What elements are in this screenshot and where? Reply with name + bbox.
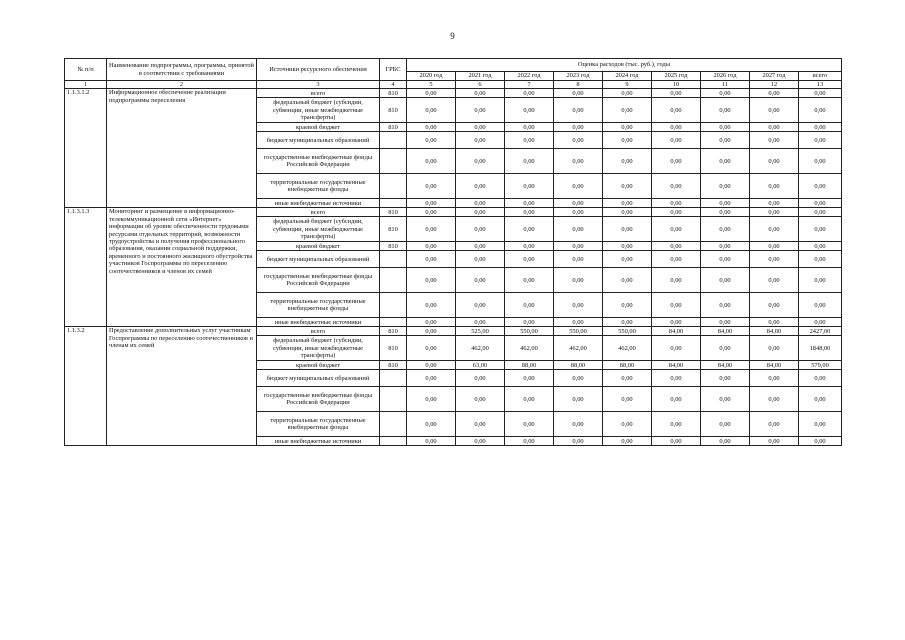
year-value: 0,00 <box>603 268 652 293</box>
item-number: 1.1.3.1.3 <box>65 208 107 327</box>
year-value: 0,00 <box>456 412 505 437</box>
year-value: 0,00 <box>603 437 652 446</box>
year-value: 550,00 <box>505 327 554 336</box>
year-value: 0,00 <box>750 318 799 327</box>
funding-source: территориальные государственные внебюджетные фонды <box>257 174 380 199</box>
year-value: 0,00 <box>456 208 505 217</box>
year-value: 0,00 <box>603 370 652 387</box>
year-value: 0,00 <box>407 217 456 242</box>
year-value: 0,00 <box>505 293 554 318</box>
total-value: 2427,00 <box>799 327 842 336</box>
year-value: 0,00 <box>603 98 652 123</box>
year-value: 0,00 <box>603 242 652 251</box>
year-value: 0,00 <box>750 268 799 293</box>
year-value: 0,00 <box>407 318 456 327</box>
year-value: 0,00 <box>652 89 701 98</box>
header-grbs: ГРБС <box>380 59 407 81</box>
year-value: 0,00 <box>750 98 799 123</box>
year-value: 0,00 <box>603 251 652 268</box>
year-value: 0,00 <box>750 293 799 318</box>
year-value: 0,00 <box>750 132 799 149</box>
year-value: 0,00 <box>652 251 701 268</box>
funding-source: бюджет муниципальных образований <box>257 251 380 268</box>
total-value: 0,00 <box>799 251 842 268</box>
year-value: 462,00 <box>505 336 554 361</box>
year-value: 0,00 <box>603 318 652 327</box>
header-name: Наименование подпрограммы, программы, принятой в соответствии с требованиями <box>107 59 257 81</box>
year-value: 0,00 <box>652 217 701 242</box>
year-value: 0,00 <box>750 199 799 208</box>
funding-source: всего <box>257 208 380 217</box>
year-value: 0,00 <box>407 370 456 387</box>
year-value: 0,00 <box>407 98 456 123</box>
header-year: 2026 год <box>701 72 750 81</box>
year-value: 0,00 <box>554 149 603 174</box>
year-value: 0,00 <box>554 242 603 251</box>
year-value: 0,00 <box>652 174 701 199</box>
index-cell: 3 <box>257 81 380 89</box>
year-value: 0,00 <box>652 199 701 208</box>
funding-source: территориальные государственные внебюджетные фонды <box>257 412 380 437</box>
year-value: 0,00 <box>652 98 701 123</box>
year-value: 0,00 <box>505 89 554 98</box>
year-value: 88,00 <box>554 361 603 370</box>
budget-table-wrapper <box>64 58 841 446</box>
year-value: 84,00 <box>701 327 750 336</box>
year-value: 0,00 <box>456 370 505 387</box>
header-year: 2027 год <box>750 72 799 81</box>
grbs-code: 810 <box>380 217 407 242</box>
funding-source: всего <box>257 327 380 336</box>
year-value: 0,00 <box>407 327 456 336</box>
year-value: 0,00 <box>456 251 505 268</box>
total-value: 0,00 <box>799 412 842 437</box>
funding-source: федеральный бюджет (субсидии, субвенции, иные межбюджетные трансферты) <box>257 217 380 242</box>
total-value: 0,00 <box>799 98 842 123</box>
year-value: 462,00 <box>603 336 652 361</box>
year-value: 0,00 <box>456 89 505 98</box>
year-value: 0,00 <box>652 208 701 217</box>
funding-source: государственные внебюджетные фонды Российской Федерации <box>257 268 380 293</box>
year-value: 0,00 <box>652 318 701 327</box>
year-value: 0,00 <box>505 132 554 149</box>
funding-source: иные внебюджетные источники <box>257 199 380 208</box>
year-value: 0,00 <box>505 251 554 268</box>
year-value: 0,00 <box>701 89 750 98</box>
grbs-code <box>380 268 407 293</box>
funding-source: краевой бюджет <box>257 242 380 251</box>
year-value: 0,00 <box>701 123 750 132</box>
funding-source: иные внебюджетные источники <box>257 318 380 327</box>
year-value: 0,00 <box>456 437 505 446</box>
year-value: 0,00 <box>554 251 603 268</box>
total-value: 0,00 <box>799 199 842 208</box>
index-cell: 1 <box>65 81 107 89</box>
year-value: 88,00 <box>603 361 652 370</box>
grbs-code <box>380 199 407 208</box>
year-value: 0,00 <box>456 98 505 123</box>
header-year: 2020 год <box>407 72 456 81</box>
year-value: 0,00 <box>750 217 799 242</box>
year-value: 0,00 <box>652 293 701 318</box>
year-value: 0,00 <box>407 123 456 132</box>
header-estimate: Оценка расходов (тыс. руб.), годы <box>407 59 842 72</box>
index-cell: 10 <box>652 81 701 89</box>
grbs-code <box>380 149 407 174</box>
year-value: 0,00 <box>701 149 750 174</box>
header-year: 2024 год <box>603 72 652 81</box>
year-value: 0,00 <box>505 217 554 242</box>
grbs-code <box>380 370 407 387</box>
total-value: 0,00 <box>799 318 842 327</box>
year-value: 0,00 <box>505 208 554 217</box>
grbs-code: 810 <box>380 336 407 361</box>
year-value: 0,00 <box>554 437 603 446</box>
table-body <box>65 89 842 446</box>
grbs-code <box>380 412 407 437</box>
total-value: 0,00 <box>799 132 842 149</box>
funding-source: бюджет муниципальных образований <box>257 132 380 149</box>
grbs-code: 810 <box>380 123 407 132</box>
year-value: 0,00 <box>750 251 799 268</box>
year-value: 0,00 <box>407 361 456 370</box>
total-value: 0,00 <box>799 437 842 446</box>
year-value: 0,00 <box>652 437 701 446</box>
year-value: 0,00 <box>554 123 603 132</box>
year-value: 0,00 <box>407 251 456 268</box>
year-value: 0,00 <box>505 318 554 327</box>
year-value: 0,00 <box>701 387 750 412</box>
year-value: 0,00 <box>407 208 456 217</box>
year-value: 0,00 <box>701 293 750 318</box>
year-value: 462,00 <box>456 336 505 361</box>
year-value: 0,00 <box>505 174 554 199</box>
year-value: 0,00 <box>603 132 652 149</box>
year-value: 0,00 <box>456 387 505 412</box>
year-value: 0,00 <box>603 387 652 412</box>
year-value: 0,00 <box>554 174 603 199</box>
header-num: № п/п <box>65 59 107 81</box>
total-value: 0,00 <box>799 123 842 132</box>
header-year: 2022 год <box>505 72 554 81</box>
year-value: 0,00 <box>505 268 554 293</box>
item-number: 1.1.3.2 <box>65 327 107 446</box>
year-value: 0,00 <box>750 412 799 437</box>
year-value: 0,00 <box>505 370 554 387</box>
year-value: 0,00 <box>750 387 799 412</box>
header-total: всего <box>799 72 842 81</box>
table-row <box>65 89 842 98</box>
year-value: 0,00 <box>407 268 456 293</box>
year-value: 0,00 <box>603 149 652 174</box>
year-value: 0,00 <box>652 370 701 387</box>
year-value: 63,00 <box>456 361 505 370</box>
year-value: 0,00 <box>603 217 652 242</box>
grbs-code <box>380 437 407 446</box>
year-value: 0,00 <box>554 412 603 437</box>
year-value: 0,00 <box>750 336 799 361</box>
year-value: 0,00 <box>750 89 799 98</box>
year-value: 462,00 <box>554 336 603 361</box>
year-value: 0,00 <box>505 437 554 446</box>
total-value: 0,00 <box>799 149 842 174</box>
funding-source: федеральный бюджет (субсидии, субвенции, иные межбюджетные трансферты) <box>257 336 380 361</box>
table-row <box>65 208 842 217</box>
year-value: 0,00 <box>652 387 701 412</box>
funding-source: территориальные государственные внебюджетные фонды <box>257 293 380 318</box>
year-value: 0,00 <box>603 199 652 208</box>
year-value: 0,00 <box>407 149 456 174</box>
year-value: 0,00 <box>456 174 505 199</box>
year-value: 88,00 <box>505 361 554 370</box>
item-name: Мониторинг и размещение в информационно-телекоммуникационной сети «Интернет» информации об уровне обеспеченности трудовыми ресурсами отдельных территорий, возможности трудоустройства и получения профессионального образования, оказании социальной поддержки, временного и постоянного жилищного обустройства участников Госпрограммы по переселению соотечественников и членов их семей <box>107 208 257 327</box>
grbs-code: 810 <box>380 361 407 370</box>
grbs-code: 810 <box>380 89 407 98</box>
total-value: 0,00 <box>799 387 842 412</box>
year-value: 0,00 <box>554 268 603 293</box>
year-value: 0,00 <box>554 370 603 387</box>
funding-source: краевой бюджет <box>257 361 380 370</box>
year-value: 0,00 <box>407 387 456 412</box>
year-value: 0,00 <box>750 123 799 132</box>
grbs-code <box>380 251 407 268</box>
total-value: 0,00 <box>799 174 842 199</box>
year-value: 0,00 <box>750 370 799 387</box>
year-value: 0,00 <box>456 268 505 293</box>
funding-source: краевой бюджет <box>257 123 380 132</box>
year-value: 0,00 <box>505 149 554 174</box>
header-source: Источники ресурсного обеспечения <box>257 59 380 81</box>
header-year: 2025 год <box>652 72 701 81</box>
index-cell: 12 <box>750 81 799 89</box>
year-value: 0,00 <box>701 98 750 123</box>
year-value: 0,00 <box>701 336 750 361</box>
funding-source: иные внебюджетные источники <box>257 437 380 446</box>
year-value: 0,00 <box>554 89 603 98</box>
year-value: 0,00 <box>554 217 603 242</box>
year-value: 0,00 <box>750 208 799 217</box>
grbs-code <box>380 387 407 412</box>
year-value: 0,00 <box>652 268 701 293</box>
year-value: 84,00 <box>750 327 799 336</box>
year-value: 0,00 <box>505 123 554 132</box>
year-value: 0,00 <box>701 318 750 327</box>
index-cell: 5 <box>407 81 456 89</box>
table-row <box>65 327 842 336</box>
index-cell: 11 <box>701 81 750 89</box>
year-value: 0,00 <box>701 132 750 149</box>
year-value: 84,00 <box>701 361 750 370</box>
total-value: 0,00 <box>799 242 842 251</box>
year-value: 0,00 <box>603 293 652 318</box>
grbs-code: 810 <box>380 208 407 217</box>
year-value: 0,00 <box>407 174 456 199</box>
year-value: 84,00 <box>750 361 799 370</box>
year-value: 0,00 <box>456 132 505 149</box>
index-cell: 2 <box>107 81 257 89</box>
year-value: 0,00 <box>407 132 456 149</box>
funding-source: всего <box>257 89 380 98</box>
year-value: 0,00 <box>407 199 456 208</box>
year-value: 550,00 <box>554 327 603 336</box>
year-value: 0,00 <box>701 217 750 242</box>
year-value: 0,00 <box>701 251 750 268</box>
page-number: 9 <box>450 31 455 41</box>
year-value: 0,00 <box>407 437 456 446</box>
year-value: 0,00 <box>701 199 750 208</box>
year-value: 0,00 <box>554 293 603 318</box>
funding-source: государственные внебюджетные фонды Российской Федерации <box>257 387 380 412</box>
year-value: 0,00 <box>456 123 505 132</box>
year-value: 0,00 <box>603 123 652 132</box>
year-value: 0,00 <box>554 132 603 149</box>
year-value: 0,00 <box>456 217 505 242</box>
year-value: 0,00 <box>652 123 701 132</box>
year-value: 84,00 <box>652 361 701 370</box>
year-value: 0,00 <box>750 437 799 446</box>
total-value: 0,00 <box>799 268 842 293</box>
header-year: 2023 год <box>554 72 603 81</box>
index-cell: 4 <box>380 81 407 89</box>
year-value: 0,00 <box>554 208 603 217</box>
year-value: 0,00 <box>701 174 750 199</box>
year-value: 0,00 <box>554 387 603 412</box>
year-value: 0,00 <box>505 412 554 437</box>
year-value: 0,00 <box>701 268 750 293</box>
year-value: 0,00 <box>750 242 799 251</box>
index-cell: 6 <box>456 81 505 89</box>
total-value: 0,00 <box>799 89 842 98</box>
index-cell: 7 <box>505 81 554 89</box>
total-value: 0,00 <box>799 217 842 242</box>
year-value: 0,00 <box>652 412 701 437</box>
grbs-code <box>380 132 407 149</box>
year-value: 0,00 <box>407 336 456 361</box>
year-value: 0,00 <box>407 242 456 251</box>
item-name: Информационное обеспечение реализации подпрограммы переселения <box>107 89 257 208</box>
year-value: 0,00 <box>554 199 603 208</box>
year-value: 0,00 <box>505 242 554 251</box>
year-value: 0,00 <box>750 174 799 199</box>
item-number: 1.1.3.1.2 <box>65 89 107 208</box>
grbs-code: 810 <box>380 327 407 336</box>
total-value: 0,00 <box>799 208 842 217</box>
year-value: 0,00 <box>456 293 505 318</box>
year-value: 0,00 <box>456 199 505 208</box>
index-cell: 13 <box>799 81 842 89</box>
total-value: 0,00 <box>799 370 842 387</box>
year-value: 0,00 <box>407 412 456 437</box>
budget-table <box>64 58 842 446</box>
year-value: 0,00 <box>603 208 652 217</box>
grbs-code: 810 <box>380 98 407 123</box>
year-value: 0,00 <box>456 242 505 251</box>
total-value: 579,00 <box>799 361 842 370</box>
year-value: 0,00 <box>407 89 456 98</box>
total-value: 1848,00 <box>799 336 842 361</box>
year-value: 0,00 <box>701 370 750 387</box>
item-name: Предоставление дополнительных услуг участникам Госпрограммы по переселению соотечественников и членам их семей <box>107 327 257 446</box>
year-value: 0,00 <box>701 242 750 251</box>
header-year: 2021 год <box>456 72 505 81</box>
year-value: 0,00 <box>603 89 652 98</box>
year-value: 0,00 <box>505 98 554 123</box>
year-value: 0,00 <box>554 98 603 123</box>
year-value: 0,00 <box>701 208 750 217</box>
total-value: 0,00 <box>799 293 842 318</box>
year-value: 0,00 <box>652 242 701 251</box>
grbs-code <box>380 318 407 327</box>
funding-source: бюджет муниципальных образований <box>257 370 380 387</box>
grbs-code <box>380 174 407 199</box>
year-value: 0,00 <box>554 318 603 327</box>
funding-source: государственные внебюджетные фонды Российской Федерации <box>257 149 380 174</box>
grbs-code: 810 <box>380 242 407 251</box>
year-value: 0,00 <box>652 336 701 361</box>
index-cell: 8 <box>554 81 603 89</box>
year-value: 0,00 <box>505 199 554 208</box>
year-value: 0,00 <box>456 318 505 327</box>
year-value: 0,00 <box>505 387 554 412</box>
index-cell: 9 <box>603 81 652 89</box>
year-value: 0,00 <box>407 293 456 318</box>
year-value: 0,00 <box>750 149 799 174</box>
year-value: 0,00 <box>603 412 652 437</box>
funding-source: федеральный бюджет (субсидии, субвенции, иные межбюджетные трансферты) <box>257 98 380 123</box>
year-value: 0,00 <box>701 412 750 437</box>
grbs-code <box>380 293 407 318</box>
year-value: 0,00 <box>652 132 701 149</box>
year-value: 0,00 <box>456 149 505 174</box>
year-value: 525,00 <box>456 327 505 336</box>
year-value: 84,00 <box>652 327 701 336</box>
year-value: 0,00 <box>603 174 652 199</box>
year-value: 550,00 <box>603 327 652 336</box>
year-value: 0,00 <box>701 437 750 446</box>
year-value: 0,00 <box>652 149 701 174</box>
